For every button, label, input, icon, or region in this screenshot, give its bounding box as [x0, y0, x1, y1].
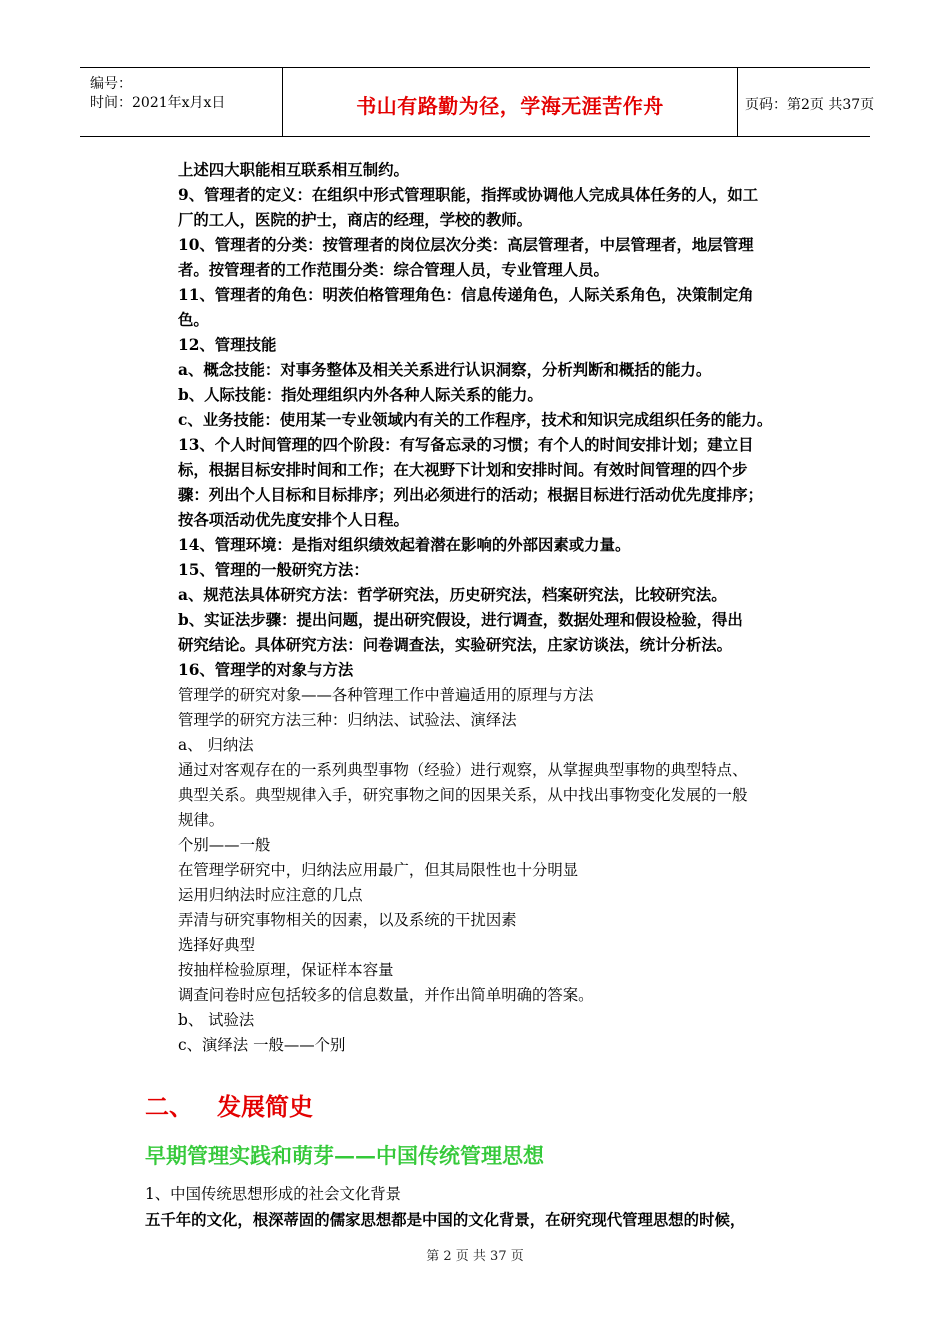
header-motto-cell — [282, 68, 738, 136]
document-date: 时间：2021年x月x日 — [90, 95, 226, 111]
header-page-code: 页码：第2页 共37页 — [745, 97, 875, 113]
text-line: 五千年的文化，根深蒂固的儒家思想都是中国的文化背景，在研究现代管理思想的时候， — [145, 1211, 746, 1229]
text-line: 选择好典型 — [178, 936, 255, 954]
text-line: 厂的工人，医院的护士，商店的经理，学校的教师。 — [178, 211, 532, 229]
text-line: 管理学的研究对象——各种管理工作中普遍适用的原理与方法 — [178, 686, 594, 704]
text-line: a、 归纳法 — [178, 736, 254, 754]
text-line: b、实证法步骤：提出问题，提出研究假设，进行调查，数据处理和假设检验，得出 — [178, 611, 743, 629]
page-footer: 第 2 页 共 37 页 — [426, 1249, 524, 1264]
text-line: b、人际技能：指处理组织内外各种人际关系的能力。 — [178, 386, 543, 404]
text-line: 在管理学研究中，归纳法应用最广，但其局限性也十分明显 — [178, 861, 579, 879]
section-subheading: 早期管理实践和萌芽——中国传统管理思想 — [145, 1143, 544, 1168]
text-line: 10、管理者的分类：按管理者的岗位层次分类：高层管理者，中层管理者，地层管理 — [178, 236, 754, 254]
text-line: b、 试验法 — [178, 1011, 255, 1029]
text-line: 色。 — [178, 311, 209, 329]
section-numeral: 二、 — [145, 1092, 193, 1121]
text-line: 弄清与研究事物相关的因素，以及系统的干扰因素 — [178, 911, 517, 929]
section-heading — [145, 1087, 313, 1122]
text-line: 上述四大职能相互联系相互制约。 — [178, 161, 409, 179]
text-line: 16、管理学的对象与方法 — [178, 661, 354, 679]
text-line: a、概念技能：对事务整体及相关关系进行认识洞察，分析判断和概括的能力。 — [178, 361, 712, 379]
text-line: 13、个人时间管理的四个阶段：有写备忘录的习惯；有个人的时间安排计划；建立目 — [178, 436, 754, 454]
text-line: 典型关系。典型规律入手，研究事物之间的因果关系，从中找出事物变化发展的一般 — [178, 786, 748, 804]
text-line: 通过对客观存在的一系列典型事物（经验）进行观察，从掌握典型事物的典型特点、 — [178, 761, 748, 779]
text-line: 14、管理环境：是指对组织绩效起着潜在影响的外部因素或力量。 — [178, 536, 631, 554]
section-body — [145, 1181, 825, 1233]
text-line: 1、中国传统思想形成的社会文化背景 — [145, 1185, 402, 1203]
text-line: 者。按管理者的工作范围分类：综合管理人员，专业管理人员。 — [178, 261, 609, 279]
text-line: c、演绎法 一般——个别 — [178, 1036, 346, 1054]
text-line: 调查问卷时应包括较多的信息数量，并作出简单明确的答案。 — [178, 986, 594, 1004]
text-line: c、业务技能：使用某一专业领域内有关的工作程序，技术和知识完成组织任务的能力。 — [178, 411, 773, 429]
document-number-label: 编号： — [90, 76, 132, 92]
document-body — [178, 158, 823, 1058]
header-motto: 书山有路勤为径，学海无涯苦作舟 — [356, 94, 664, 118]
text-line: 9、管理者的定义：在组织中形式管理职能，指挥或协调他人完成具体任务的人，如工 — [178, 186, 759, 204]
text-line: 运用归纳法时应注意的几点 — [178, 886, 363, 904]
text-line: 个别——一般 — [178, 836, 271, 854]
text-line: 按各项活动优先度安排个人日程。 — [178, 511, 409, 529]
text-line: 规律。 — [178, 811, 225, 829]
text-line: 15、管理的一般研究方法： — [178, 561, 369, 579]
text-line: 按抽样检验原理，保证样本容量 — [178, 961, 394, 979]
text-line: 11、管理者的角色：明茨伯格管理角色：信息传递角色，人际关系角色，决策制定角 — [178, 286, 754, 304]
text-line: a、规范法具体研究方法：哲学研究法，历史研究法，档案研究法，比较研究法。 — [178, 586, 727, 604]
text-line: 管理学的研究方法三种：归纳法、试验法、演绎法 — [178, 711, 517, 729]
text-line: 研究结论。具体研究方法：问卷调查法，实验研究法，庄家访谈法，统计分析法。 — [178, 636, 733, 654]
text-line: 骤：列出个人目标和目标排序；列出必须进行的活动；根据目标进行活动优先度排序； — [178, 486, 763, 504]
text-line: 12、管理技能 — [178, 336, 277, 354]
header-page-cell — [737, 68, 875, 136]
section-title: 发展简史 — [217, 1092, 313, 1121]
document-header — [80, 67, 875, 137]
header-meta-cell — [80, 68, 282, 136]
text-line: 标，根据目标安排时间和工作；在大视野下计划和安排时间。有效时间管理的四个步 — [178, 461, 748, 479]
